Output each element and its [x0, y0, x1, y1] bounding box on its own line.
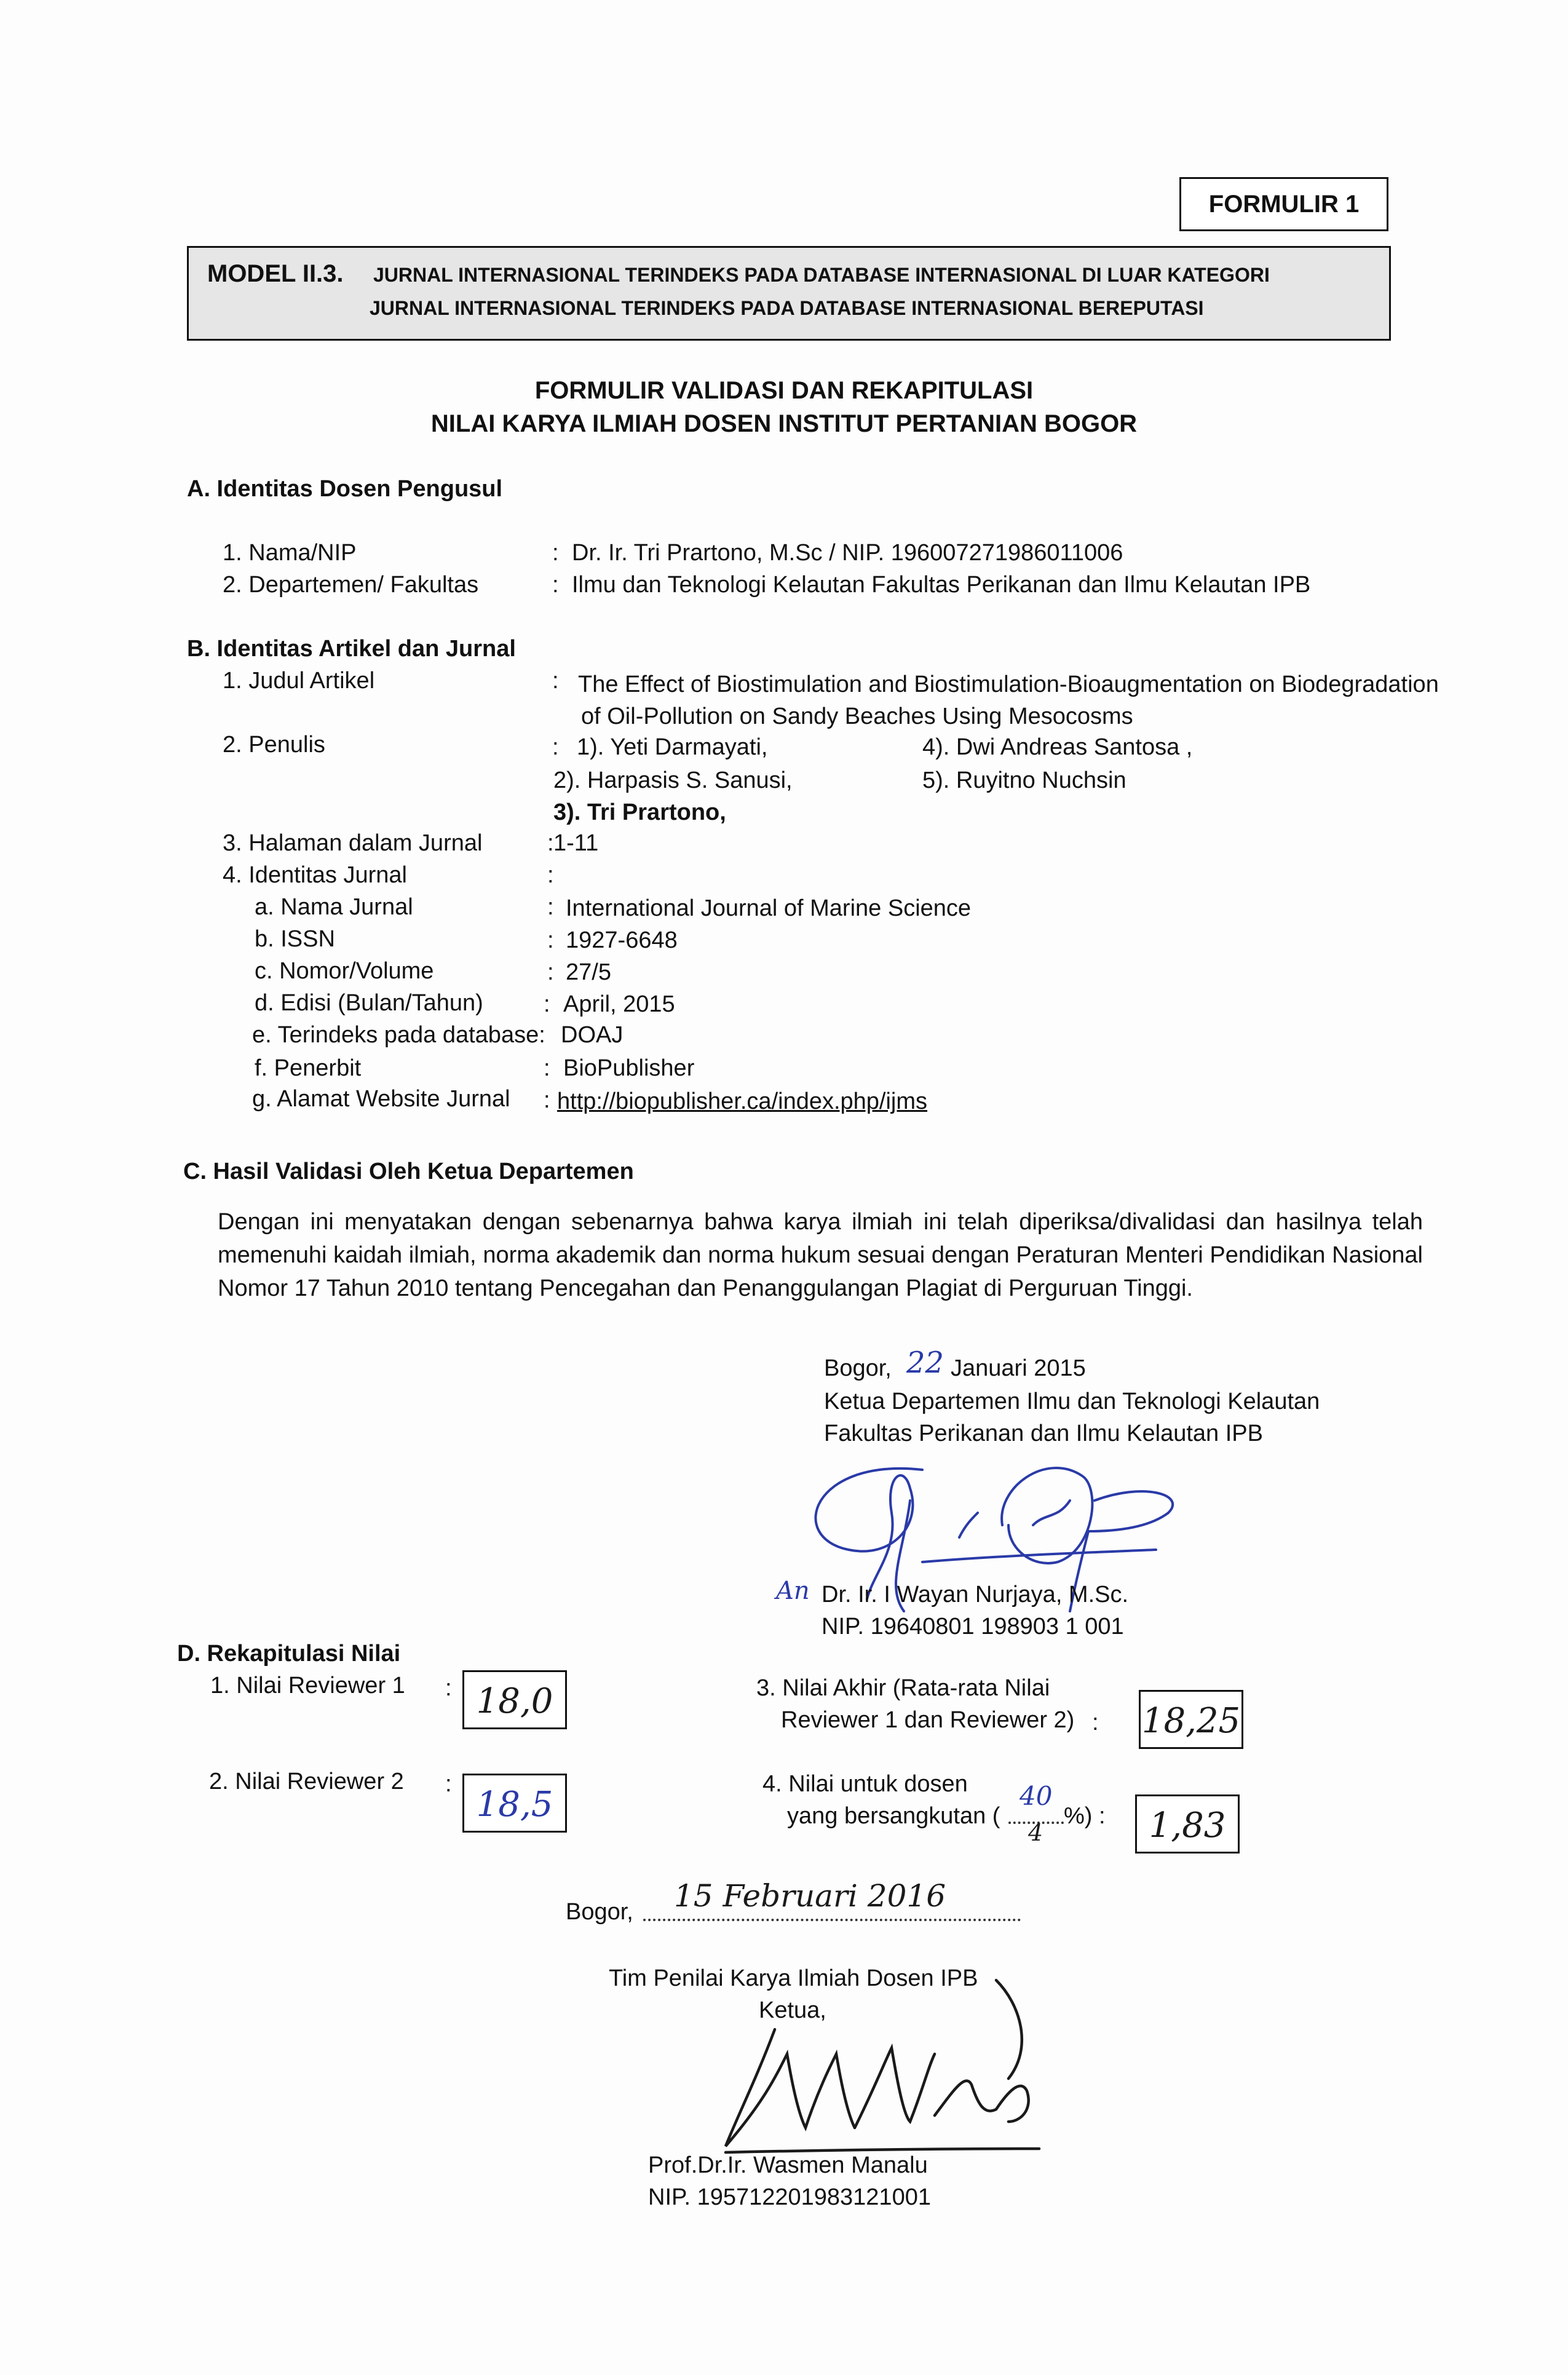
ketua-tim-name: Prof.Dr.Ir. Wasmen Manalu — [648, 2152, 928, 2178]
penulis-label: 2. Penulis — [223, 732, 325, 758]
model-line-2: JURNAL INTERNASIONAL TERINDEKS PADA DATABASE INTERNASIONAL BEREPUTASI — [370, 297, 1204, 319]
validasi-paragraph-line-2: memenuhi kaidah ilmiah, norma akademik dan norma hukum sesuai dengan Peraturan Menteri Pendidikan Nasional — [218, 1242, 1423, 1268]
separator: : — [552, 734, 559, 760]
penerbit-label: f. Penerbit — [255, 1055, 362, 1081]
separator: : — [544, 1087, 550, 1113]
final-date: 15 Februari 2016 — [674, 1878, 946, 1914]
ketua-tim-nip: NIP. 195712201983121001 — [648, 2184, 931, 2210]
section-a-heading: A. Identitas Dosen Pengusul — [187, 476, 503, 502]
nilai-akhir-line-2: Reviewer 1 dan Reviewer 2) — [781, 1707, 1075, 1733]
validasi-date: Januari 2015 — [951, 1355, 1086, 1381]
reviewer-2-label: 2. Nilai Reviewer 2 — [209, 1769, 404, 1794]
separator: : — [547, 862, 554, 888]
ketua-dept-role-2: Fakultas Perikanan dan Ilmu Kelautan IPB — [824, 1421, 1263, 1446]
nama-nip-label: 1. Nama/NIP — [223, 540, 357, 566]
ketua-dept-name: Dr. Ir. I Wayan Nurjaya, M.Sc. — [822, 1582, 1129, 1608]
final-date-dots — [643, 1919, 1021, 1921]
judul-line-1: The Effect of Biostimulation and Biostimulation-Bioaugmentation on Biodegradation — [578, 672, 1439, 697]
validasi-paragraph-line-1: Dengan ini menyatakan dengan sebenarnya bahwa karya ilmiah ini telah diperiksa/divalidasi dan hasilnya telah — [218, 1209, 1423, 1235]
reviewer-1-score: 18,0 — [462, 1670, 567, 1729]
validasi-paragraph-line-3: Nomor 17 Tahun 2010 tentang Pencegahan dan Penanggulangan Plagiat di Perguruan Tinggi. — [218, 1275, 1193, 1301]
model-line-1: JURNAL INTERNASIONAL TERINDEKS PADA DATABASE INTERNASIONAL DI LUAR KATEGORI — [373, 264, 1270, 286]
edisi-value: April, 2015 — [563, 991, 675, 1017]
model-banner — [187, 246, 1391, 341]
issn-label: b. ISSN — [255, 926, 335, 952]
departemen-value: Ilmu dan Teknologi Kelautan Fakultas Perikanan dan Ilmu Kelautan IPB — [572, 572, 1311, 598]
separator: : — [552, 540, 559, 566]
penulis-3: 3). Tri Prartono, — [553, 799, 726, 825]
penulis-1: 1). Yeti Darmayati, — [577, 734, 768, 760]
penulis-5: 5). Ruyitno Nuchsin — [922, 767, 1127, 793]
halaman-label: 3. Halaman dalam Jurnal — [223, 830, 483, 856]
penulis-4: 4). Dwi Andreas Santosa , — [922, 734, 1193, 760]
judul-label: 1. Judul Artikel — [223, 668, 375, 694]
nilai-akhir-line-1: 3. Nilai Akhir (Rata-rata Nilai — [756, 1675, 1050, 1701]
validasi-date-day: 22 — [906, 1346, 944, 1380]
separator: : — [552, 572, 559, 598]
nilai-dosen-line-2a: yang bersangkutan ( — [787, 1803, 1000, 1829]
penerbit-value: BioPublisher — [563, 1055, 695, 1081]
on-behalf-prefix: An — [776, 1577, 810, 1605]
validasi-place: Bogor, — [824, 1355, 892, 1381]
judul-line-2: of Oil-Pollution on Sandy Beaches Using Mesocosms — [581, 704, 1133, 729]
edisi-label: d. Edisi (Bulan/Tahun) — [255, 990, 483, 1016]
form-title-line-2: NILAI KARYA ILMIAH DOSEN INSTITUT PERTANIAN BOGOR — [430, 410, 1138, 437]
departemen-label: 2. Departemen/ Fakultas — [223, 572, 479, 598]
nama-jurnal-label: a. Nama Jurnal — [255, 894, 413, 920]
dosen-divisor: 4 — [1028, 1819, 1043, 1846]
ketua-dept-nip: NIP. 19640801 198903 1 001 — [822, 1614, 1124, 1640]
separator: : — [547, 830, 554, 856]
website-link[interactable]: http://biopublisher.ca/index.php/ijms — [557, 1088, 928, 1114]
section-b-heading: B. Identitas Artikel dan Jurnal — [187, 636, 516, 662]
form-title-line-1: FORMULIR VALIDASI DAN REKAPITULASI — [534, 377, 1034, 404]
separator: : — [544, 991, 550, 1017]
website-label: g. Alamat Website Jurnal — [252, 1086, 510, 1112]
separator: : — [552, 668, 559, 694]
separator: : — [445, 1771, 452, 1797]
final-place: Bogor, — [566, 1899, 633, 1925]
nilai-dosen-line-2b: %) : — [1064, 1803, 1106, 1829]
separator: : — [544, 1055, 550, 1081]
ketua-dept-role-1: Ketua Departemen Ilmu dan Teknologi Kelautan — [824, 1389, 1320, 1414]
section-c-heading: C. Hasil Validasi Oleh Ketua Departemen — [183, 1159, 634, 1184]
separator: : — [445, 1675, 452, 1701]
halaman-value: 1-11 — [553, 830, 599, 856]
formulir-label: FORMULIR 1 — [1179, 177, 1388, 231]
issn-value: 1927-6648 — [566, 927, 678, 953]
reviewer-1-label: 1. Nilai Reviewer 1 — [210, 1673, 405, 1699]
separator: : — [547, 959, 554, 985]
identitas-jurnal-label: 4. Identitas Jurnal — [223, 862, 407, 888]
terindeks-label: e. Terindeks pada database: — [252, 1022, 545, 1048]
separator: : — [547, 894, 554, 920]
nilai-akhir-score: 18,25 — [1139, 1690, 1243, 1749]
nilai-dosen-line-1: 4. Nilai untuk dosen — [762, 1771, 968, 1797]
reviewer-2-score: 18,5 — [462, 1774, 567, 1833]
nomor-volume-value: 27/5 — [566, 959, 611, 985]
ketua-label: Ketua, — [759, 1997, 826, 2023]
section-d-heading: D. Rekapitulasi Nilai — [177, 1641, 401, 1667]
model-code: MODEL II.3. — [207, 260, 344, 287]
penulis-2: 2). Harpasis S. Sanusi, — [553, 767, 793, 793]
team-label: Tim Penilai Karya Ilmiah Dosen IPB — [609, 1965, 978, 1991]
nama-jurnal-value: International Journal of Marine Science — [566, 895, 972, 921]
separator: : — [547, 927, 554, 953]
nama-nip-value: Dr. Ir. Tri Prartono, M.Sc / NIP. 196007271986011006 — [572, 540, 1123, 566]
terindeks-value: DOAJ — [561, 1022, 624, 1048]
nomor-volume-label: c. Nomor/Volume — [255, 958, 434, 984]
dosen-pct-value: 40 — [1020, 1781, 1053, 1811]
separator: : — [1092, 1710, 1099, 1735]
nilai-dosen-score: 1,83 — [1135, 1794, 1240, 1854]
